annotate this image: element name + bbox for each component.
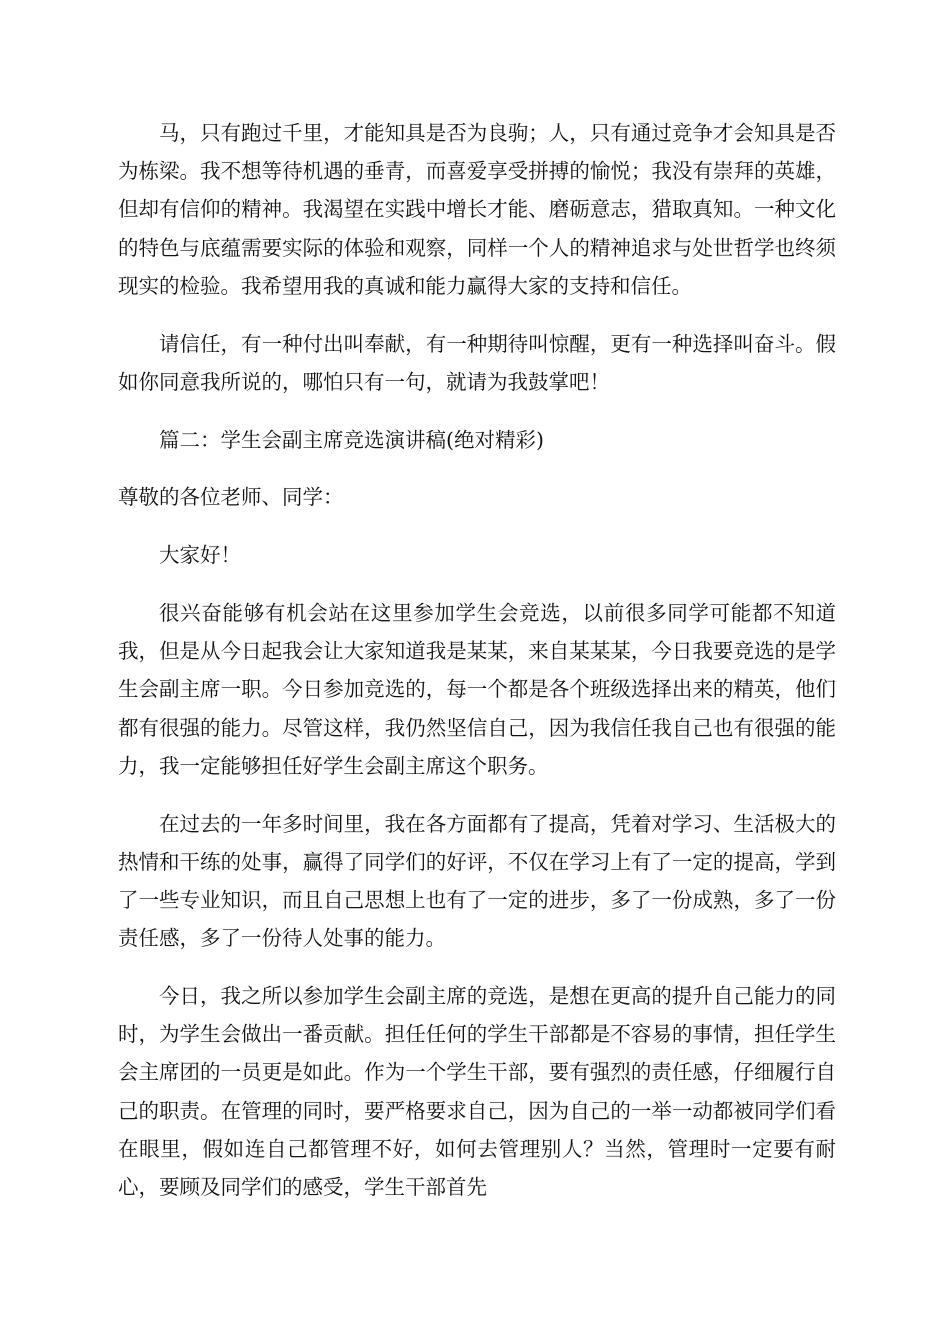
paragraph-experience: 在过去的一年多时间里，我在各方面都有了提高，凭着对学习、生活极大的热情和干练的处事，赢得了同学们的好评，不仅在学习上有了一定的提高，学到了一些专业知识，而且自己思想上也有了一定的进步，多了一份成熟，多了一份责任感，多了一份待人处事的能力。	[118, 811, 836, 951]
paragraph-opening: 很兴奋能够有机会站在这里参加学生会竞选，以前很多同学可能都不知道我，但是从今日起我会让大家知道我是某某，来自某某某，今日我要竞选的是学生会副主席一职。今日参加竞选的，每一个都是各个班级选择出来的精英，他们都有很强的能力。尽管这样，我仍然坚信自己，因为我信任我自己也有很强的能力，我一定能够担任好学生会副主席这个职务。	[118, 601, 836, 778]
section-heading: 篇二：学生会副主席竞选演讲稿(绝对精彩)	[159, 427, 544, 452]
document-body	[118, 114, 836, 1206]
greeting: 大家好！	[159, 543, 241, 568]
paragraph-motivation: 今日，我之所以参加学生会副主席的竞选，是想在更高的提升自己能力的同时，为学生会做出一番贡献。担任任何的学生干部都是不容易的事情，担任学生会主席团的一员更是如此。作为一个学生干部，要有强烈的责任感，仔细履行自己的职责。在管理的同时，要严格要求自己，因为自己的一举一动都被同学们看在眼里，假如连自己都管理不好，如何去管理别人？当然，管理时一定要有耐心，要顾及同学们的感受，学生干部首先	[118, 984, 836, 1200]
paragraph-intro: 马，只有跑过千里，才能知具是否为良驹；人，只有通过竞争才会知具是否为栋梁。我不想等待机遇的垂青，而喜爱享受拼搏的愉悦；我没有崇拜的英雄，但却有信仰的精神。我渴望在实践中增长才能、磨砺意志，猎取真知。一种文化的特色与底蕴需要实际的体验和观察，同样一个人的精神追求与处世哲学也终须现实的检验。我希望用我的真诚和能力赢得大家的支持和信任。	[118, 121, 836, 298]
salutation: 尊敬的各位老师、同学：	[118, 485, 344, 510]
paragraph-appeal: 请信任，有一种付出叫奉献，有一种期待叫惊醒，更有一种选择叫奋斗。假如你同意我所说的，哪怕只有一句，就请为我鼓掌吧！	[118, 331, 836, 394]
